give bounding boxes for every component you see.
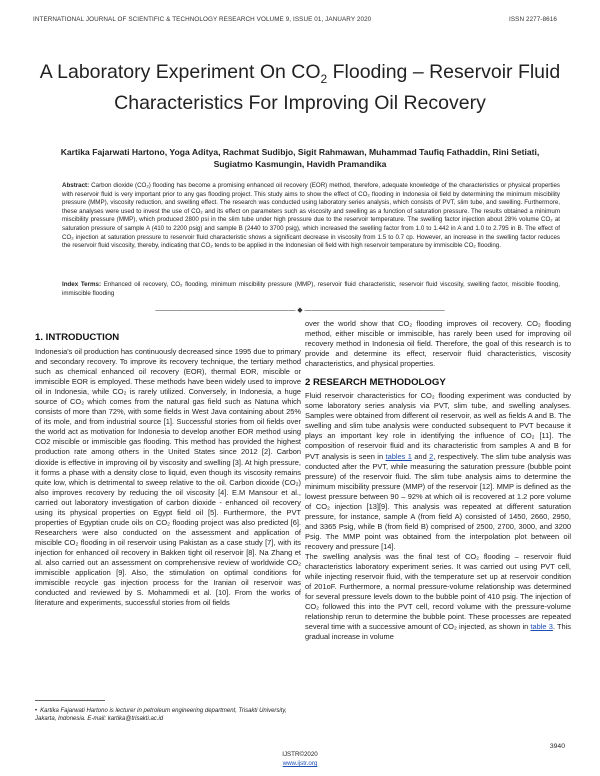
table-2-link[interactable]: 2	[429, 451, 434, 461]
left-column	[35, 332, 301, 608]
index-terms-text: Enhanced oil recovery, CO₂ flooding, minimum miscibility pressure (MMP), reservoir fluid characteristic, reservoir fluid viscosity, swelling factor, miscible flooding, immiscible flooding	[62, 281, 560, 297]
paper-title	[20, 60, 580, 116]
footnote-divider	[35, 700, 105, 701]
author-list	[40, 147, 560, 170]
index-terms-label: Index Terms:	[62, 281, 102, 288]
footer-url-link[interactable]: www.ijstr.org	[282, 760, 318, 767]
methodology-text-2a: The swelling analysis was the final test of CO₂ flooding – reservoir fluid characteristics laboratory experiment series. It was carried out using PVT cell, while injecting reservoir fluid, with the temperature set up at reservoir condition of 201oF. Furthermore, a normal pressure-volume relationship was determined for several pressure levels down to the bubble point of 410 psig. The injection of CO₂ followed this into the PVT cell, record volume with the pressure-volume relationship rerun to determine the bubble point. These processes are repeated several time with a successive amount of CO₂ injected, as shown in	[305, 551, 571, 632]
footer-copyright: IJSTR©2020	[282, 751, 318, 758]
abstract	[62, 182, 560, 251]
author-footnote	[35, 708, 297, 723]
introduction-text: Indonesia's oil production has continuously decreased since 1995 due to primary and secondary recovery. To improve its recovery technique, the tertiary method such as chemical enhanced oil recovery (EOR), thermal EOR, miscible or immiscible EOR is employed. These methods have been widely used to improve oil in Indonesia, while CO₂ is rarely utilized. Conversely, in Indonesia, a huge source of CO₂ which comes from the natural gas field such as Natuna which consists of more than 72%, with some fields in West Java containing about 25% of its mole, and from industrial source [1]. Successful stories from oil fields over the world act as motivation for Indonesia to develop another EOR method using CO2 miscible or immiscible gas flooding. This method has provided the highest production rate among others in the United States since 2012 [2]. Carbon dioxide is effective in improving oil by viscosity and swelling [3]. At high pressure, it forms a phase with a density close to liquid, even though its viscosity remains quite low, which is detrimental to sweep relative to the oil. Carbon dioxide (CO₂) also improves recovery by reducing the oil viscosity [4]. E.M Mansour et al., carried out laboratory investigation of carbon dioxide - enhanced oil recovery using its physical properties on Egypt field oil [5]. Furthermore, the PVT properties of Egyptian crude oils on CO₂ flooding project was also predicted [6]. Researchers were also conducted on the assessment and application of miscible CO₂ flooding in oil reservoir using Pakistan as a case study [7], with its injection for enhanced oil recovery in Bakken tight oil reservoir [8]. Na Zhang et al. also carried out an assessment on comprehensive review of worldwide CO₂ immiscible application [9]. Also, the stimulation on optimal conditions for immiscible recycle gas injection process for the Iranian oil reservoir was conducted and reviewed by S. Mohammedi et al. [10]. From the works of literature and experiments, successful stories from oil fields	[35, 347, 301, 608]
methodology-text-1b: and	[411, 451, 430, 461]
spacer	[305, 369, 571, 377]
table-3-link[interactable]: table 3	[530, 622, 553, 632]
bullet-icon: •	[35, 708, 38, 714]
title-part2: Flooding – Reservoir Fluid Characteristics For Improving Oil Recovery	[114, 61, 561, 115]
abstract-label: Abstract:	[62, 182, 90, 189]
tables-1-link[interactable]: tables 1	[385, 451, 412, 461]
title-part1: A Laboratory Experiment On CO	[39, 61, 321, 83]
page-number: 3940	[549, 743, 565, 750]
right-column	[305, 319, 571, 642]
introduction-heading: 1. INTRODUCTION	[35, 332, 120, 343]
title-subscript: 2	[320, 71, 328, 86]
methodology-paragraph-2	[305, 552, 571, 642]
abstract-text: Carbon dioxide (CO₂) flooding has become a promising enhanced oil recovery (EOR) method, therefore, adequate knowledge of the characteristics or physical properties with reservoir fluid is very important prior to any gas flooding project. This study aims to show the effect of CO₂ flooding in Indonesia oil field by determining the minimum miscibility pressure (MMP), viscosity reduction, and swelling effect. The research was conducted using laboratory series analysis, which consists of PVT, slim tube, and swelling. Furthermore, these analyses were used to invest the use of CO₂ and its effect on parameters such as viscosity and swelling as a function of saturation pressure. The results obtained a minimum miscibility pressure (MMP), which produced 2800 psi in the slim tube under high pressure due to the reservoir temperature. The swelling factor injection about 28% volume CO₂ at saturation pressure of sample A (410 to 2200 psig) and sample B (2440 to 3700 psig), which increased the swelling factor from 1.0 to 1.442 in A and 1.0 to 2.795 in B. The effect of CO₂ injection at saturation pressure to reservoir fluid characteristic shows a significant decrease in viscosity from 1.5 to 0.7 cp. However, an increase in the swelling factor reduces the reservoir fluid viscosity, thereby, indicating that CO₂ tends to be applied in the Indonesian oil field with high reservoir temperature by immiscible CO₂ flooding.	[62, 182, 560, 250]
introduction-continuation: over the world show that CO₂ flooding improves oil recovery. CO₂ flooding method, either miscible or immiscible, has rarely been used for improving oil recovery method in Indonesia oil field. Therefore, the goal of this research is to provide and determine its effect, reservoir fluid characteristics, viscosity characteristics, and physical properties.	[305, 319, 571, 369]
index-terms	[62, 281, 560, 298]
footnote-text: Kartika Fajarwati Hartono is lecturer in petroleum engineering department, Trisakti University, Jakarta, Indonesia. E-mail: kartika@trisakti.ac.id	[35, 708, 287, 722]
methodology-text-1c: , respectively. The slim tube analysis was conducted after the PVT, while measuring the saturation pressure (bubble point pressure) of the reservoir fluid. The slim tube analysis aims to determine the minimum miscibility pressure (MMP) of the reservoir [12]. MMP is defined as the lowest pressure between 90 – 92% at which oil is recovered at 1.2 pore volume of CO₂ injection [13][9]. This analysis was repeated at different saturation pressure, for instance, sample A (from field A) consisted of 1450, 2660, 2950, and 3365 Psig, while B (from field B) comprised of 2500, 2700, 3000, and 3200 Psig. The MMP point was obtained from the interpolation plot between oil recovery and pressure [14].	[305, 451, 571, 551]
methodology-heading: 2 RESEARCH METHODOLOGY	[305, 377, 446, 389]
methodology-paragraph-1	[305, 391, 571, 552]
methodology-text-2b: . This gradual increase in volume	[305, 622, 571, 642]
author-line-2: Sugiatmo Kasmungin, Havidh Pramandika	[213, 158, 387, 169]
author-line-1: Kartika Fajarwati Hartono, Yoga Aditya, Rachmat Sudibjo, Sigit Rahmawan, Muhammad Taufiq Fathaddin, Rini Setiati,	[60, 147, 540, 157]
journal-header: INTERNATIONAL JOURNAL OF SCIENTIFIC & TECHNOLOGY RESEARCH VOLUME 9, ISSUE 01, JANUARY 2020	[33, 16, 372, 23]
methodology-text-1a: Fluid reservoir characteristics for CO₂ flooding experiment was conducted by some laboratory series analysis via PVT, slim tube, and swelling analyses. Samples were obtained from different oil reservoir, as well as fields A and B. The swelling and slim tube analysis were conducted subsequent to PVT because it plays an important key role in identifying the influence of CO₂ [11]. The composition of reservoir fluid and its characteristic from samples A and B for PVT analysis is seen in	[305, 391, 571, 461]
section-separator: ———————————————————— ◆ ————————————————————	[155, 307, 445, 314]
issn-header: ISSN 2277-8616	[509, 16, 557, 23]
